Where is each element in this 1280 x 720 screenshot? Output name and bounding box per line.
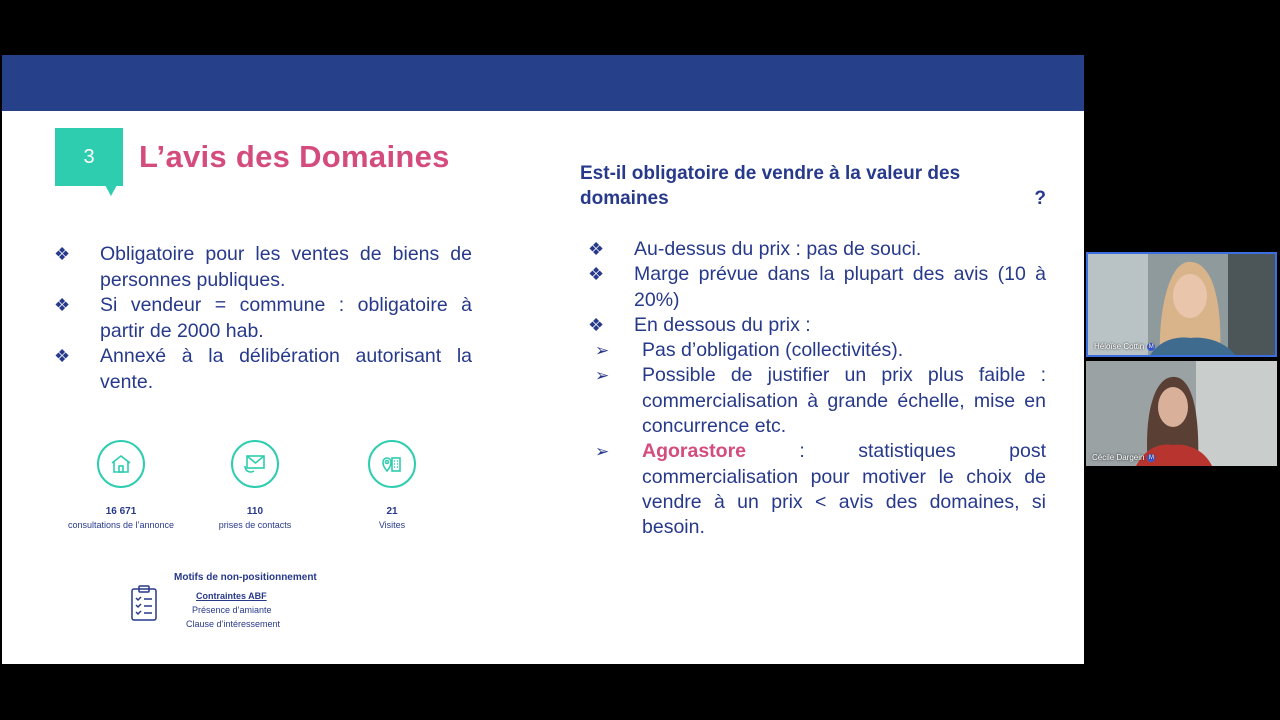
list-item [54,242,472,293]
slide-header-bar [2,55,1084,111]
stat-contacts [185,440,325,530]
bullet-text: Marge prévue dans la plupart des avis (10 à 20%) [634,263,1046,311]
list-item [588,262,1046,313]
sub-bullet-text: : statistiques post commercialisation pour motiver le choix de vendre à un prix < avis des domaines, si besoin. [642,440,1046,539]
motif-item: Clause d’intéressement [186,619,281,629]
participant-name: Cécile Dargein [1092,453,1145,462]
list-item [588,237,1046,262]
arrow-bullet-icon: ➢ [595,341,610,361]
map-building-icon [368,440,416,488]
diamond-bullet-icon: ❖ [54,346,71,366]
mic-badge-icon: M [1148,454,1154,461]
diamond-bullet-icon: ❖ [588,264,605,285]
sub-list-item [542,363,1046,439]
list-item [588,313,1046,338]
right-question [580,161,1046,211]
mic-badge-icon: M [1148,343,1154,350]
section-number-badge [55,128,123,186]
sub-list-item [542,439,1046,540]
question-mark: ? [1034,188,1046,209]
question-text: Est-il obligatoire de vendre à la valeur des domaines [580,163,961,209]
video-tile-cecile[interactable] [1086,361,1277,466]
stat-value: 110 [246,506,264,517]
house-icon [97,440,145,488]
participant-name-label [1092,453,1155,462]
stat-value: 21 [386,506,398,517]
right-bullet-list [588,237,1046,541]
list-item [54,293,472,344]
stat-consultations [51,440,191,530]
participant-name-label [1094,342,1155,351]
stat-visits [322,440,462,530]
highlight-text: Agorastore [642,440,747,463]
clipboard-icon [130,584,158,622]
stat-value: 16 671 [105,506,137,517]
presentation-slide [2,55,1084,664]
motif-item: Contraintes ABF [196,591,267,601]
sub-bullet-text: Pas d’obligation (collectivités). [642,339,904,362]
bullet-text: Au-dessus du prix : pas de souci. [634,238,922,260]
stat-label: consultations de l’annonce [67,520,175,530]
arrow-bullet-icon: ➢ [595,442,610,462]
bullet-text: En dessous du prix : [634,313,811,336]
video-tile-heloise[interactable] [1086,252,1277,357]
arrow-bullet-icon: ➢ [595,366,610,386]
sub-bullet-text: Possible de justifier un prix plus faible : commercialisation à grande échelle, mise en concurrence etc. [642,364,1046,438]
sub-list-item [542,338,1046,363]
diamond-bullet-icon: ❖ [588,314,605,335]
slide-title: L’avis des Domaines [139,139,450,174]
bullet-text: Si vendeur = commune : obligatoire à partir de 2000 hab. [100,294,472,342]
section-number: 3 [83,145,95,168]
diamond-bullet-icon: ❖ [54,244,71,264]
participant-name: Héloïse Cottin [1094,342,1145,351]
bullet-text: Annexé à la délibération autorisant la vente. [100,345,472,393]
diamond-bullet-icon: ❖ [588,239,605,259]
diamond-bullet-icon: ❖ [54,295,71,315]
motif-item: Présence d’amiante [192,605,272,615]
stat-label: Visites [378,520,406,530]
stat-label: prises de contacts [218,520,292,530]
motifs-heading: Motifs de non-positionnement [174,572,317,583]
list-item [54,344,472,395]
bullet-text: Obligatoire pour les ventes de biens de personnes publiques. [100,243,472,291]
left-bullet-list [54,242,472,395]
participant-video [1086,361,1277,466]
mail-icon [231,440,279,488]
